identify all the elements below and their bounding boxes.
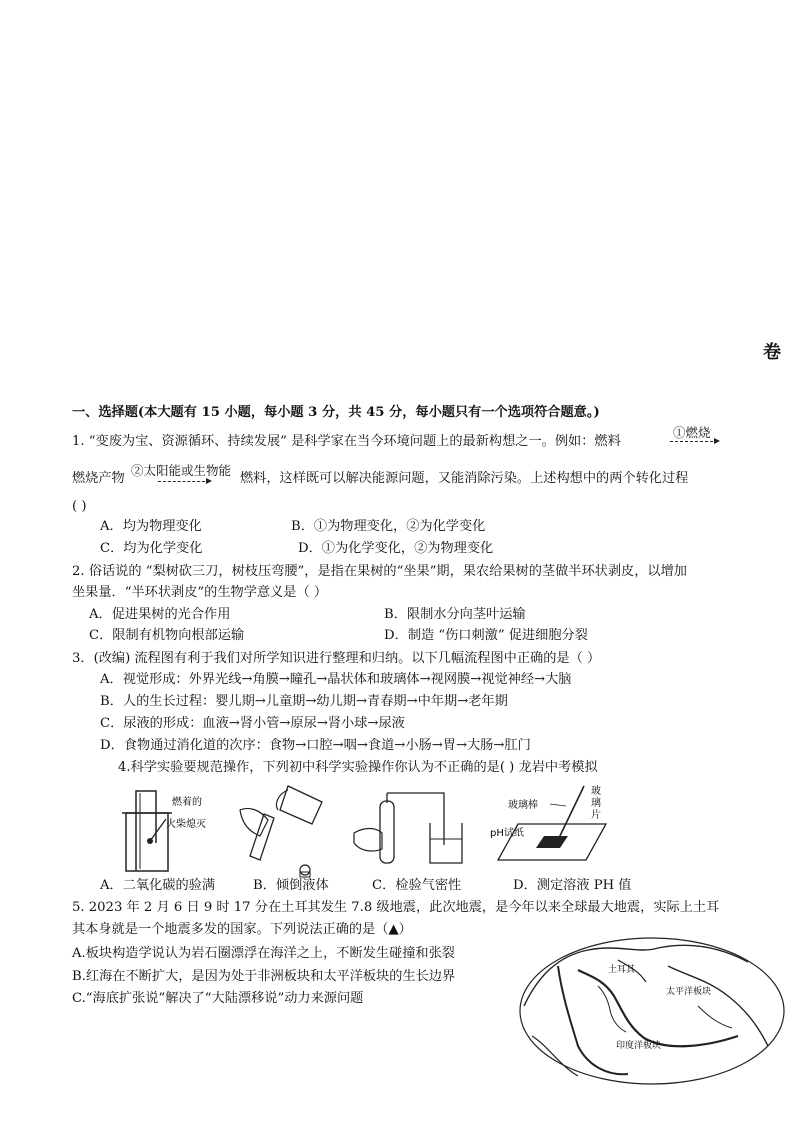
q1-line1: 1. “变废为宝、资源循环、持续发展” 是科学家在当今环境问题上的最新构想之一。例如：燃料 <box>72 434 621 449</box>
q1-arrow2-label: ②太阳能或生物能 <box>131 463 232 478</box>
q3-option-c: C．尿液的形成：血液→肾小管→原尿→肾小球→尿液 <box>100 716 405 731</box>
q3-option-b: B．人的生长过程：婴儿期→儿童期→幼儿期→青春期→中年期→老年期 <box>100 694 508 709</box>
q3-option-d: D．食物通过消化道的次序：食物→口腔→咽→食道→小肠→胃→大肠→肛门 <box>100 738 531 753</box>
fig4-label5: pH试纸 <box>490 828 524 839</box>
q4-option-c: C．检验气密性 <box>372 878 462 893</box>
q1-arrow1-label: ①燃烧 <box>673 425 711 440</box>
q1-line2a: 燃烧产物 <box>72 471 125 486</box>
pour-liquid-figure <box>230 780 330 880</box>
q1-option-d: D．①为化学变化，②为物理变化 <box>298 541 494 556</box>
q2-option-d: D．制造 “伤口刺激” 促进细胞分裂 <box>384 628 588 643</box>
fig4-label2: 玻 <box>591 786 601 797</box>
q5-line2: 其本身就是一个地震多发的国家。下列说法正确的是（▲） <box>72 922 412 937</box>
section-title: 一、选择题(本大题有 15 小题，每小题 3 分，共 45 分，每小题只有一个选项符合题意。) <box>72 405 600 420</box>
q1-line3: ( ) <box>72 499 87 514</box>
q4-option-a: A．二氧化碳的验满 <box>100 878 216 893</box>
fig1-label1: 燃着的 <box>172 797 202 808</box>
co2-test-figure <box>108 783 248 875</box>
q5-line1: 5. 2023 年 2 月 6 日 9 时 17 分在土耳其发生 7.8 级地震，此次地震，是今年以来全球最大地震，实际上土耳 <box>72 900 720 915</box>
q4-option-b: B．倾倒液体 <box>253 878 329 893</box>
airtight-figure <box>350 783 480 873</box>
plate-map-figure <box>518 936 786 1086</box>
fig4-label1: 玻璃棒 <box>508 800 538 811</box>
fig4-label3: 璃 <box>591 798 601 809</box>
q1-arrow1 <box>670 441 718 442</box>
q4-line1: 4.科学实验要规范操作，下列初中科学实验操作你认为不正确的是( ) 龙岩中考模拟 <box>118 760 598 775</box>
fig1-label2: 火柴熄灭 <box>166 819 206 830</box>
q5-option-a: A.板块构造学说认为岩石圈漂浮在海洋之上，不断发生碰撞和张裂 <box>72 946 455 961</box>
q3-line1: 3．(改编) 流程图有利于我们对所学知识进行整理和归纳。以下几幅流程图中正确的是（ ） <box>72 651 601 666</box>
q1-option-c: C．均为化学变化 <box>100 541 203 556</box>
q2-line1: 2. 俗话说的 “梨树砍三刀，树枝压弯腰”，是指在果树的“坐果”期，果农给果树的茎做半环状剥皮，以增加 <box>72 564 687 579</box>
q2-line2: 坐果量．“半环状剥皮”的生物学意义是（ ） <box>72 585 328 600</box>
fig4-label4: 片 <box>591 810 601 821</box>
map-label-indian: 印度洋板块 <box>616 1041 662 1051</box>
q5-option-b: B.红海在不断扩大，是因为处于非洲板块和太平洋板块的生长边界 <box>72 969 456 984</box>
q2-option-c: C．限制有机物向根部运输 <box>89 628 245 643</box>
ph-test-figure <box>488 780 618 872</box>
q4-option-d: D．测定溶液 PH 值 <box>513 878 632 893</box>
q5-option-c: C.“海底扩张说”解决了“大陆漂移说”动力来源问题 <box>72 991 364 1006</box>
q2-option-b: B．限制水分向茎叶运输 <box>384 607 526 622</box>
q1-arrow2 <box>158 481 210 482</box>
map-label-turkey: 土耳其 <box>608 965 636 975</box>
q1-option-a: A．均为物理变化 <box>100 519 202 534</box>
side-char: 卷 <box>763 342 781 363</box>
q3-option-a: A．视觉形成：外界光线→角膜→瞳孔→晶状体和玻璃体→视网膜→视觉神经→大脑 <box>100 672 572 687</box>
map-label-pacific: 太平洋板块 <box>666 987 712 997</box>
q1-option-b: B．①为物理变化，②为化学变化 <box>291 519 486 534</box>
q2-option-a: A．促进果树的光合作用 <box>89 607 231 622</box>
q1-line2b: 燃料，这样既可以解决能源问题，又能消除污染。上述构想中的两个转化过程 <box>240 471 689 486</box>
